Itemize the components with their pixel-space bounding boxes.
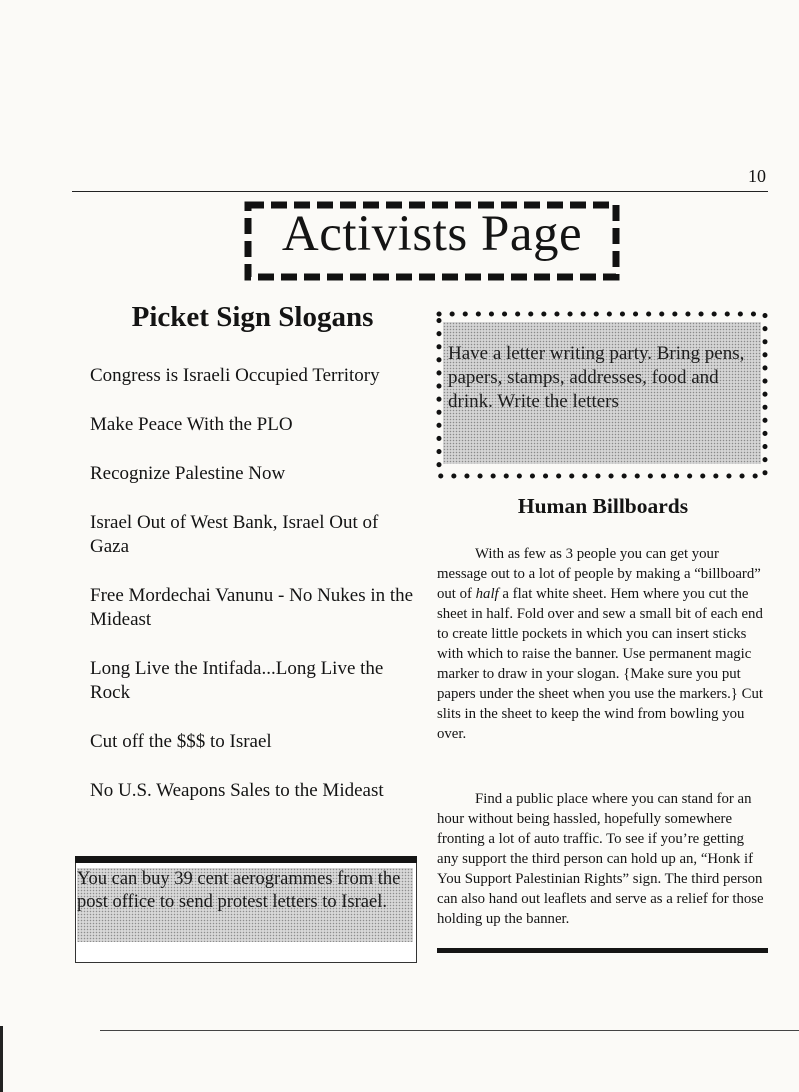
paragraph-text: With as few as 3 people you can get your message out to a lot of people by making a “billboard” out of xyxy=(437,546,761,602)
page-number: 10 xyxy=(748,166,766,186)
slogan-item: No U.S. Weapons Sales to the Mideast xyxy=(90,780,384,801)
slogan-item: Make Peace With the PLO xyxy=(90,414,293,435)
aerogramme-box-bar xyxy=(75,856,417,863)
page-title: Activists Page xyxy=(281,206,583,262)
slogan-item: Long Live the Intifada...Long Live the Rock xyxy=(90,658,384,703)
slogan-list xyxy=(90,364,420,828)
slogan-item: Congress is Israeli Occupied Territory xyxy=(90,365,380,386)
page-bottom-rule xyxy=(100,1030,799,1031)
column-end-rule xyxy=(437,948,768,953)
scan-edge-mark xyxy=(0,1026,3,1092)
slogan-item: Israel Out of West Bank, Israel Out of Gaza xyxy=(90,512,379,557)
slogan-item: Cut off the $$$ to Israel xyxy=(90,731,272,752)
slogan-item: Recognize Palestine Now xyxy=(90,463,286,484)
paragraph-text: a flat white sheet. Hem where you cut the sheet in half. Fold over and sew a small bit of each end to create little pockets in which you can insert sticks with which to raise the banner. Use permanent magic marker to draw in your slogan. {Make sure you put papers under the sheet when you use the markers.} Cut slits in the sheet to keep the wind from bowling you over. xyxy=(437,586,763,742)
picket-sign-heading: Picket Sign Slogans xyxy=(131,301,374,333)
human-billboards-heading: Human Billboards xyxy=(517,494,689,518)
emphasis-half: half xyxy=(475,586,499,602)
header-rule xyxy=(72,191,768,192)
aerogramme-text: You can buy 39 cent aerogrammes from the post office to send protest letters to Israel. xyxy=(77,869,401,912)
billboards-paragraph-2: Find a public place where you can stand for an hour without being hassled, hopefully somewhere fronting a lot of auto traffic. To see if you’re getting any support the third person can hold up an, “Honk if You Support Palestinian Rights” sign. The third person can also hand out leaflets and serve as a relief for those holding up the banner. xyxy=(437,791,764,927)
slogan-item: Free Mordechai Vanunu - No Nukes in the Mideast xyxy=(90,585,414,630)
letter-party-text: Have a letter writing party. Bring pens, papers, stamps, addresses, food and drink. Write the letters xyxy=(448,343,745,412)
billboards-paragraph-1 xyxy=(437,544,768,744)
